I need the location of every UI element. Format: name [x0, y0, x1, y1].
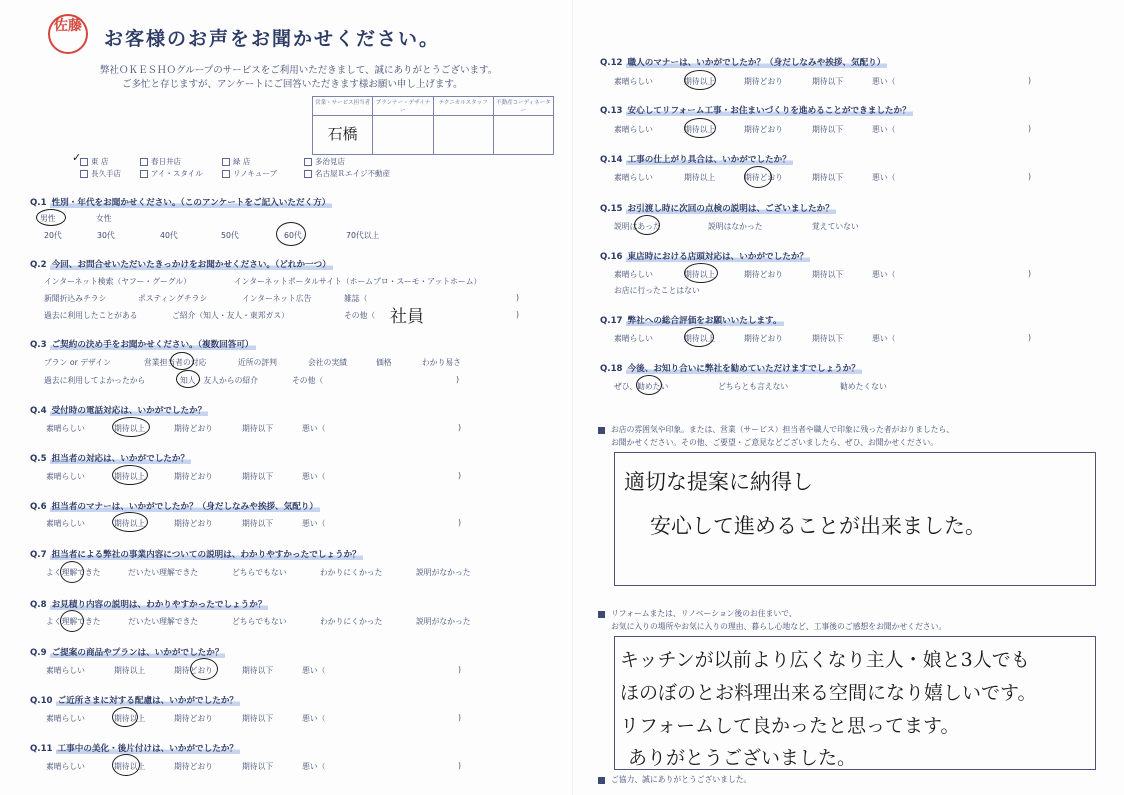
- q9-opt-expected[interactable]: 期待どおり: [174, 666, 213, 675]
- q6-opt-bad[interactable]: 悪い（: [302, 519, 326, 528]
- q16-paren-close: ): [1028, 269, 1032, 278]
- q13-opt-below[interactable]: 期待以下: [812, 125, 844, 134]
- q4-opt-above[interactable]: 期待以上: [114, 424, 146, 433]
- q11-opt-below[interactable]: 期待以下: [242, 762, 274, 771]
- q16-opt-expected[interactable]: 期待どおり: [744, 270, 783, 279]
- q3-paren-close: ): [456, 375, 460, 384]
- q12-opt-excellent[interactable]: 素晴らしい: [614, 77, 653, 86]
- q12-heading: Q.12 職人のマナーは、いかがでしたか？（身だしなみや挨拶、気配り）: [600, 58, 886, 68]
- comment1-prompt-line-2: お聞かせください。その他、ご要望・ご意見などございましたら、ぜひ、お聞かせください。: [611, 438, 939, 447]
- intro-line-1: 弊社ＯＫＥＳＨＯグループのサービスをご利用いただきまして、誠にありがとうございます。: [100, 65, 498, 76]
- q7-heading: Q.7 担当者による弊社の事業内容についての説明は、わかりやすかったでしょうか？: [30, 550, 361, 560]
- q5-opt-below[interactable]: 期待以下: [242, 472, 274, 481]
- q2-handwritten-other: 社員: [390, 307, 424, 327]
- q9-paren-close: ): [458, 665, 462, 674]
- q17-opt-bad[interactable]: 悪い（: [872, 334, 896, 343]
- comment1-handwritten-line-2: 安心して進めることが出来ました。: [650, 514, 986, 538]
- q6-opt-below[interactable]: 期待以下: [242, 519, 274, 528]
- comment2-handwritten-line-2: ほのぼのとお料理出来る空間になり嬉しいです。: [620, 682, 1037, 704]
- square-bullet-icon: [598, 427, 605, 434]
- q17-paren-close: ): [1028, 333, 1032, 342]
- q3-opt-sales-rep[interactable]: 営業担当者の対応: [144, 358, 207, 367]
- q12-paren-close: ): [1028, 76, 1032, 85]
- q8-opt-mostly[interactable]: だいたい理解できた: [128, 617, 199, 626]
- q1-opt-50s[interactable]: 50代: [221, 231, 239, 240]
- q14-paren-close: ): [1028, 172, 1032, 181]
- q14-opt-expected[interactable]: 期待どおり: [744, 173, 783, 182]
- q3-opt-past-good[interactable]: 過去に利用してよかったから: [44, 376, 146, 385]
- comment2-handwritten-line-1: キッチンが以前より広くなり主人・娘と3人でも: [620, 649, 1030, 671]
- q16-opt-below[interactable]: 期待以下: [812, 270, 844, 279]
- q9-opt-below[interactable]: 期待以下: [242, 666, 274, 675]
- q3-opt-reputation[interactable]: 近所の評判: [238, 358, 277, 367]
- q18-opt-yes[interactable]: ぜひ、勧めたい: [614, 382, 669, 391]
- checkbox-icon: [222, 158, 230, 166]
- q3-opt-clarity[interactable]: わかり易さ: [422, 358, 461, 367]
- q6-opt-expected[interactable]: 期待どおり: [174, 519, 213, 528]
- q10-heading: Q.10 ご近所さまに対する配慮は、いかがでしたか？: [30, 696, 239, 706]
- q3-heading: Q.3 ご契約の決め手をお聞かせください。（複数回答可）: [30, 340, 254, 350]
- q16-heading: Q.16 東店時における店頭対応は、いかがでしたか？: [600, 252, 809, 262]
- store-midori[interactable]: 緑 店: [222, 156, 250, 167]
- checkbox-icon: [80, 158, 88, 166]
- q10-opt-excellent[interactable]: 素晴らしい: [46, 714, 85, 723]
- q3-opt-price[interactable]: 価格: [376, 358, 392, 367]
- q2-opt-past[interactable]: 過去に利用したことがある: [44, 311, 138, 320]
- q17-opt-excellent[interactable]: 素晴らしい: [614, 334, 653, 343]
- q1-opt-male[interactable]: 男性: [40, 214, 56, 223]
- q7-opt-neutral[interactable]: どちらでもない: [232, 568, 287, 577]
- q2-heading: Q.2 今回、お問合せいただいたきっかけをお聞かせください。（どれか一つ）: [30, 260, 331, 270]
- q14-heading: Q.14 工事の仕上がり具合は、いかがでしたか？: [600, 155, 791, 165]
- q11-paren-close: ): [458, 761, 462, 770]
- q9-heading: Q.9 ご提案の商品やプランは、いかがでしたか？: [30, 648, 224, 658]
- q13-opt-above[interactable]: 期待以上: [684, 125, 716, 134]
- seal-text: 佐藤: [54, 18, 82, 34]
- checkbox-icon: [304, 170, 312, 178]
- square-bullet-icon: [598, 777, 605, 784]
- q15-heading: Q.15 お引渡し時に次回の点検の説明は、ございましたか？: [600, 204, 834, 214]
- store-renocube[interactable]: リノキューブ: [222, 168, 277, 179]
- store-kasugai[interactable]: 春日井店: [140, 156, 181, 167]
- q16-opt-never-visited[interactable]: お店に行ったことはない: [614, 286, 700, 295]
- store-istyle[interactable]: アイ・スタイル: [140, 168, 203, 179]
- q2-opt-portal[interactable]: インターネットポータルサイト（ホームプロ・スーモ・アットホーム）: [234, 277, 482, 286]
- q11-heading: Q.11 工事中の美化・後片付けは、いかがでしたか？: [30, 744, 239, 754]
- q5-opt-excellent[interactable]: 素晴らしい: [46, 472, 85, 481]
- q4-opt-below[interactable]: 期待以下: [242, 424, 274, 433]
- q4-opt-bad[interactable]: 悪い（: [302, 424, 326, 433]
- square-bullet-icon: [598, 611, 605, 618]
- q4-heading: Q.4 受付時の電話対応は、いかがでしたか？: [30, 406, 207, 416]
- q1-opt-60s[interactable]: 60代: [284, 231, 302, 240]
- q1-opt-female[interactable]: 女性: [96, 214, 112, 223]
- q13-opt-excellent[interactable]: 素晴らしい: [614, 125, 653, 134]
- q6-heading: Q.6 担当者のマナーは、いかがでしたか？（身だしなみや挨拶、気配り）: [30, 502, 318, 512]
- q15-opt-yes[interactable]: 説明はあった: [614, 222, 661, 231]
- comment1-prompt-line-1: お店の雰囲気や印象。または、営業（サービス）担当者や職人で印象に残った者がおりましたら、: [598, 424, 954, 435]
- q9-opt-excellent[interactable]: 素晴らしい: [46, 666, 85, 675]
- q1-heading: Q.1 性別・年代をお聞かせください。（このアンケートをご記入いただく方）: [30, 198, 331, 208]
- q5-opt-expected[interactable]: 期待どおり: [174, 472, 213, 481]
- q2-opt-ad[interactable]: インターネット広告: [242, 294, 312, 303]
- q8-opt-neutral[interactable]: どちらでもない: [232, 617, 287, 626]
- footer-thanks: ご協力、誠にありがとうございました。: [598, 774, 751, 785]
- q10-opt-expected[interactable]: 期待どおり: [174, 714, 213, 723]
- q4-opt-excellent[interactable]: 素晴らしい: [46, 424, 85, 433]
- q4-opt-expected[interactable]: 期待どおり: [174, 424, 213, 433]
- q2-opt-other[interactable]: その他（: [344, 311, 376, 320]
- q8-opt-unclear[interactable]: わかりにくかった: [320, 617, 383, 626]
- staff-name-sales: 石橋: [327, 125, 358, 143]
- q12-opt-below[interactable]: 期待以下: [812, 77, 844, 86]
- q10-paren-close: ): [458, 713, 462, 722]
- staff-cell-planner[interactable]: [373, 116, 433, 155]
- checkbox-icon: [304, 158, 312, 166]
- q3-opt-plan[interactable]: プラン or デザイン: [44, 358, 111, 367]
- comment1-handwritten-line-1: 適切な提案に納得し: [624, 470, 813, 494]
- q2-opt-posting[interactable]: ポスティングチラシ: [138, 294, 208, 303]
- staff-header-planner: プランナー・デザイナー: [373, 97, 433, 116]
- q4-paren-close: ): [458, 423, 462, 432]
- comment2-prompt-line-1: リフォームまたは、リノベーション後のお住まいで、: [598, 608, 797, 619]
- q13-paren-close: ): [1028, 124, 1032, 133]
- q11-opt-excellent[interactable]: 素晴らしい: [46, 762, 85, 771]
- staff-cell-realestate[interactable]: [493, 116, 553, 155]
- q14-opt-above[interactable]: 期待以上: [684, 173, 716, 182]
- q13-opt-expected[interactable]: 期待どおり: [744, 125, 783, 134]
- q9-opt-bad[interactable]: 悪い（: [302, 666, 326, 675]
- intro-line-2: ご多忙と存じますが、アンケートにご回答いただきます様お願い申し上げます。: [122, 79, 463, 90]
- q5-opt-bad[interactable]: 悪い（: [302, 472, 326, 481]
- store-nagakute[interactable]: 長久手店: [80, 168, 121, 179]
- q14-opt-excellent[interactable]: 素晴らしい: [614, 173, 653, 182]
- checkbox-icon: [222, 170, 230, 178]
- q18-opt-neutral[interactable]: どちらとも言えない: [718, 382, 789, 391]
- q10-opt-bad[interactable]: 悪い（: [302, 714, 326, 723]
- q17-opt-expected[interactable]: 期待どおり: [744, 334, 783, 343]
- q17-opt-below[interactable]: 期待以下: [812, 334, 844, 343]
- comment2-handwritten-line-3: リフォームして良かったと思ってます。: [620, 715, 960, 737]
- q14-opt-below[interactable]: 期待以下: [812, 173, 844, 182]
- q2-opt-magazine[interactable]: 雑誌（: [344, 294, 368, 303]
- q3-opt-other[interactable]: その他（: [292, 376, 324, 385]
- q7-opt-unclear[interactable]: わかりにくかった: [320, 568, 383, 577]
- staff-header-sales: 営業・サービス担当者: [313, 97, 373, 116]
- q1-opt-30s[interactable]: 30代: [97, 231, 115, 240]
- q15-opt-dont-remember[interactable]: 覚えていない: [812, 222, 859, 231]
- q11-opt-expected[interactable]: 期待どおり: [174, 762, 213, 771]
- q13-opt-bad[interactable]: 悪い（: [872, 125, 896, 134]
- q6-paren-close: ): [458, 518, 462, 527]
- q10-opt-below[interactable]: 期待以下: [242, 714, 274, 723]
- store-nagoya-r-age[interactable]: 名古屋Ｒエイジ不動産: [304, 168, 390, 179]
- q9-opt-above[interactable]: 期待以上: [114, 666, 146, 675]
- q5-paren-close: ): [458, 471, 462, 480]
- staff-cell-sales[interactable]: [313, 116, 373, 155]
- q2-opt-search[interactable]: インターネット検索（ヤフー・グーグル）: [44, 277, 191, 286]
- checkmark-icon: ✓: [72, 151, 82, 164]
- q1-opt-70s[interactable]: 70代以上: [346, 231, 380, 240]
- page-fold: [572, 0, 573, 795]
- q15-opt-no[interactable]: 説明はなかった: [708, 222, 763, 231]
- q7-opt-mostly[interactable]: だいたい理解できた: [128, 568, 199, 577]
- q5-heading: Q.5 担当者の対応は、いかがでしたか？: [30, 454, 190, 464]
- q12-opt-above[interactable]: 期待以上: [684, 77, 716, 86]
- q12-opt-bad[interactable]: 悪い（: [872, 77, 896, 86]
- staff-header-technical: テクニカルスタッフ: [433, 97, 493, 116]
- store-higashi[interactable]: 東 店: [80, 156, 108, 167]
- q8-opt-understood[interactable]: よく理解できた: [46, 617, 101, 626]
- q3-opt-friend[interactable]: 知人・友人からの紹介: [180, 376, 258, 385]
- q17-opt-above[interactable]: 期待以上: [684, 334, 716, 343]
- q11-opt-bad[interactable]: 悪い（: [302, 762, 326, 771]
- q2-opt-flyer[interactable]: 新聞折込みチラシ: [44, 294, 107, 303]
- q16-opt-bad[interactable]: 悪い（: [872, 270, 896, 279]
- q5-opt-above[interactable]: 期待以上: [114, 472, 146, 481]
- store-tajimi[interactable]: 多治見店: [304, 156, 345, 167]
- q6-opt-excellent[interactable]: 素晴らしい: [46, 519, 85, 528]
- staff-cell-technical[interactable]: [433, 116, 493, 155]
- q14-opt-bad[interactable]: 悪い（: [872, 173, 896, 182]
- page-title: お客様のお声をお聞かせください。: [104, 28, 441, 50]
- q8-heading: Q.8 お見積り内容の説明は、わかりやすかったでしょうか？: [30, 600, 267, 610]
- q8-opt-none[interactable]: 説明がなかった: [416, 617, 471, 626]
- q16-opt-excellent[interactable]: 素晴らしい: [614, 270, 653, 279]
- checkbox-icon: [140, 170, 148, 178]
- q2-paren-close: ): [516, 293, 520, 302]
- q7-opt-none[interactable]: 説明がなかった: [416, 568, 471, 577]
- q17-heading: Q.17 弊社への総合評価をお願いいたします。: [600, 316, 782, 326]
- q12-opt-expected[interactable]: 期待どおり: [744, 77, 783, 86]
- q18-heading: Q.18 今後、お知り合いに弊社を勧めていただけますでしょうか？: [600, 364, 860, 374]
- q6-opt-above[interactable]: 期待以上: [114, 519, 146, 528]
- q2-opt-referral[interactable]: ご紹介（知人・友人・東邦ガス）: [172, 311, 289, 320]
- q16-opt-above[interactable]: 期待以上: [684, 270, 716, 279]
- q3-opt-track-record[interactable]: 会社の実績: [308, 358, 347, 367]
- q1-opt-20s[interactable]: 20代: [44, 231, 62, 240]
- q1-opt-40s[interactable]: 40代: [160, 231, 178, 240]
- comment2-handwritten-line-4: ありがとうございました。: [628, 747, 857, 769]
- checkbox-icon: [140, 158, 148, 166]
- checkbox-icon: [80, 170, 88, 178]
- staff-header-realestate: 不動産コーディネーター: [493, 97, 553, 116]
- hanko-seal: [48, 14, 88, 54]
- q18-opt-no[interactable]: 勧めたくない: [840, 382, 887, 391]
- q2-paren-close-2: ): [516, 310, 520, 319]
- comment2-prompt-line-2: お気に入りの場所やお気に入りの理由、暮らし心地など、工事後のご感想をお聞かせください。: [611, 622, 947, 631]
- staff-table: [312, 96, 554, 155]
- q7-opt-understood[interactable]: よく理解できた: [46, 568, 101, 577]
- q13-heading: Q.13 安心してリフォーム工事・お住まいづくりを進めることができましたか？: [600, 106, 911, 116]
- q10-opt-above[interactable]: 期待以上: [114, 714, 146, 723]
- q11-opt-above[interactable]: 期待以上: [114, 762, 146, 771]
